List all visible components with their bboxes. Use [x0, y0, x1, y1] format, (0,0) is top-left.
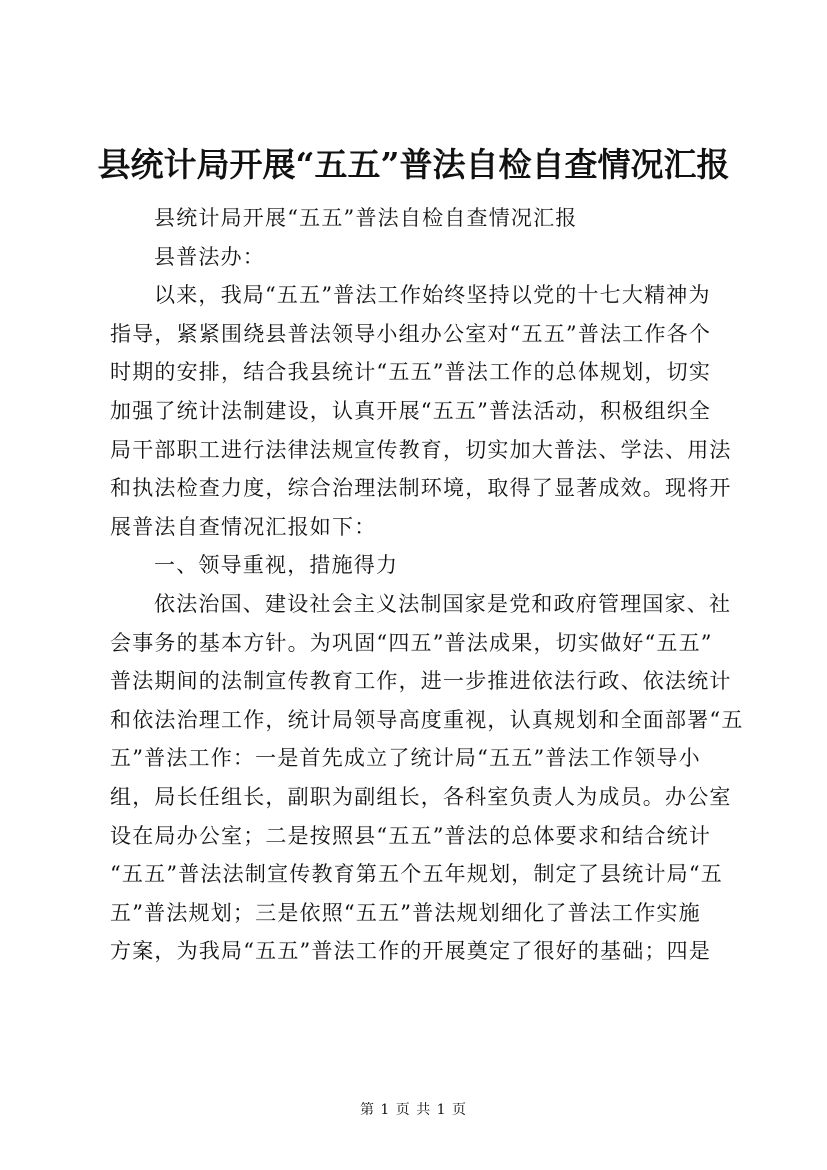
body-line: 以来，我局“五五”普法工作始终坚持以党的十七大精神为 [154, 283, 711, 308]
body-line: 和依法治理工作，统计局领导高度重视，认真规划和全面部署“五 [110, 707, 744, 732]
body-line: 五”普法工作：一是首先成立了统计局“五五”普法工作领导小 [110, 746, 701, 771]
body-line: 设在局办公室；二是按照县“五五”普法的总体要求和结合统计 [110, 823, 712, 848]
body-line: “五五”普法法制宣传教育第五个五年规划，制定了县统计局“五 [110, 862, 724, 887]
page-footer: 第 1 页 共 1 页 [359, 1102, 468, 1118]
body-line: 方案，为我局“五五”普法工作的开展奠定了很好的基础；四是 [110, 939, 712, 964]
body-line: 局干部职工进行法律法规宣传教育，切实加大普法、学法、用法 [110, 437, 732, 462]
body-line: 时期的安排，结合我县统计“五五”普法工作的总体规划，切实 [110, 360, 712, 385]
body-line: 组，局长任组长，副职为副组长，各科室负责人为成员。办公室 [110, 784, 732, 809]
body-line: 展普法自查情况汇报如下： [110, 514, 377, 539]
body-line: 会事务的基本方针。为巩固“四五”普法成果，切实做好“五五” [110, 630, 713, 655]
body-line: 指导，紧紧围绕县普法领导小组办公室对“五五”普法工作各个 [110, 321, 712, 346]
body-line: 和执法检查力度，综合治理法制环境，取得了显著成效。现将开 [110, 476, 732, 501]
body-line: 县统计局开展“五五”普法自检自查情况汇报 [154, 206, 578, 230]
body-line: 县普法办： [154, 244, 265, 269]
body-line: 普法期间的法制宣传教育工作，进一步推进依法行政、依法统计 [110, 669, 732, 694]
body-line: 五”普法规划；三是依照“五五”普法规划细化了普法工作实施 [110, 900, 701, 925]
document-body [110, 199, 744, 971]
body-line: 依法治国、建设社会主义法制国家是党和政府管理国家、社 [154, 591, 732, 616]
document-title: 县统计局开展“五五”普法自检自查情况汇报 [97, 145, 730, 184]
body-line: 加强了统计法制建设，认真开展“五五”普法活动，积极组织全 [110, 398, 712, 423]
body-line: 一、领导重视，措施得力 [154, 553, 399, 578]
